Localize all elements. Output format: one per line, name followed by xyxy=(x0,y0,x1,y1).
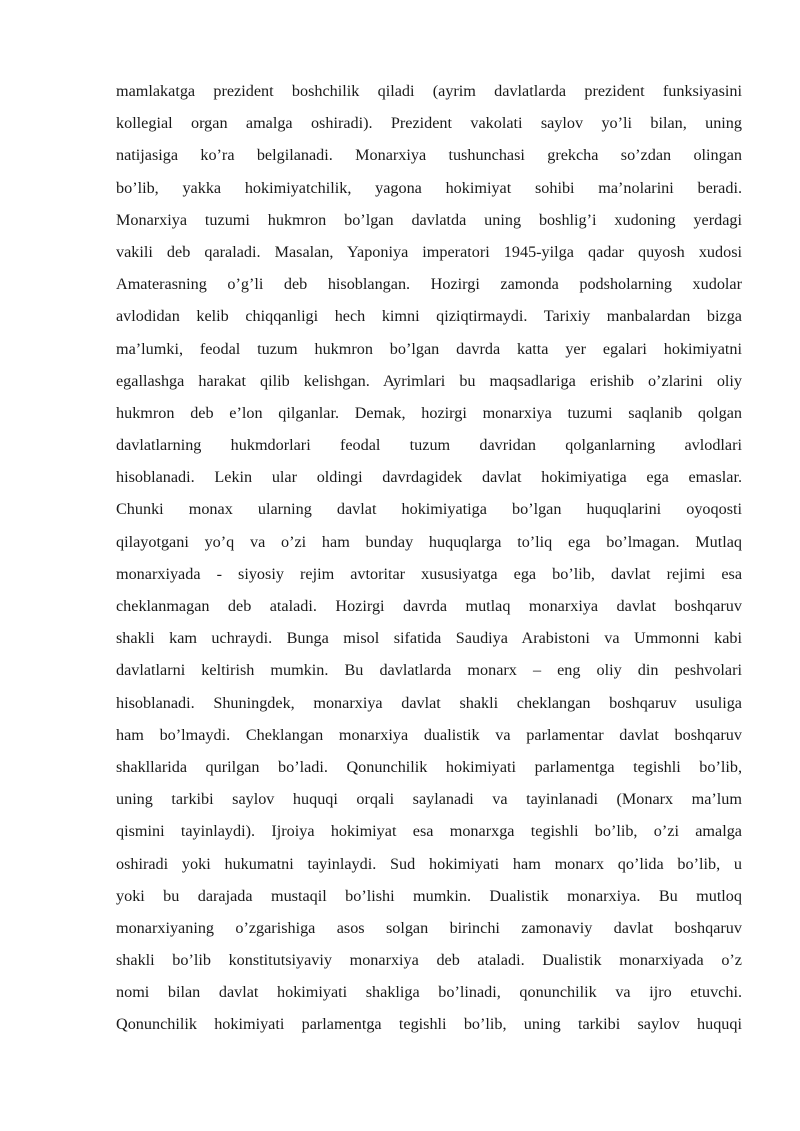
text-line: natijasiga ko’ra belgilanadi. Monarxiya tushunchasi grekcha so’zdan olingan xyxy=(116,146,742,165)
text-line: avlodidan kelib chiqqanligi hech kimni qiziqtirmaydi. Tarixiy manbalardan bizga xyxy=(116,307,742,326)
text-line: qilayotgani yo’q va o’zi ham bunday huquqlarga to’liq ega bo’lmagan. Mutlaq xyxy=(116,532,742,551)
text-line: vakili deb qaraladi. Masalan, Yaponiya imperatori 1945-yilga qadar quyosh xudosi xyxy=(116,242,742,261)
text-line: hukmron deb e’lon qilganlar. Demak, hozirgi monarxiya tuzumi saqlanib qolgan xyxy=(116,403,742,422)
text-line: egallashga harakat qilib kelishgan. Ayrimlari bu maqsadlariga erishib o’zlarini oliy xyxy=(116,371,742,390)
document-body xyxy=(116,75,742,1041)
text-line: shakli bo’lib konstitutsiyaviy monarxiya deb ataladi. Dualistik monarxiyada o’z xyxy=(116,951,742,970)
text-line: kollegial organ amalga oshiradi). Prezident vakolati saylov yo’li bilan, uning xyxy=(116,114,742,133)
text-line: shakllarida qurilgan bo’ladi. Qonunchilik hokimiyati parlamentga tegishli bo’lib, xyxy=(116,757,742,776)
text-line: davlatlarni keltirish mumkin. Bu davlatlarda monarx – eng oliy din peshvolari xyxy=(116,661,742,680)
text-line: Chunki monax ularning davlat hokimiyatiga bo’lgan huquqlarini oyoqosti xyxy=(116,500,742,519)
text-line: shakli kam uchraydi. Bunga misol sifatida Saudiya Arabistoni va Ummonni kabi xyxy=(116,629,742,648)
text-line: yoki bu darajada mustaqil bo’lishi mumkin. Dualistik monarxiya. Bu mutloq xyxy=(116,886,742,905)
text-line: Qonunchilik hokimiyati parlamentga tegishli bo’lib, uning tarkibi saylov huquqi xyxy=(116,1015,742,1034)
text-line: davlatlarning hukmdorlari feodal tuzum davridan qolganlarning avlodlari xyxy=(116,436,742,455)
text-line: bo’lib, yakka hokimiyatchilik, yagona hokimiyat sohibi ma’nolarini beradi. xyxy=(116,178,742,197)
text-line: hisoblanadi. Lekin ular oldingi davrdagidek davlat hokimiyatiga ega emaslar. xyxy=(116,468,742,487)
text-line: ma’lumki, feodal tuzum hukmron bo’lgan davrda katta yer egalari hokimiyatni xyxy=(116,339,742,358)
text-line: ham bo’lmaydi. Cheklangan monarxiya dualistik va parlamentar davlat boshqaruv xyxy=(116,725,742,744)
text-line: Monarxiya tuzumi hukmron bo’lgan davlatda uning boshlig’i xudoning yerdagi xyxy=(116,210,742,229)
text-line: uning tarkibi saylov huquqi orqali saylanadi va tayinlanadi (Monarx ma’lum xyxy=(116,790,742,809)
text-line: oshiradi yoki hukumatni tayinlaydi. Sud hokimiyati ham monarx qo’lida bo’lib, u xyxy=(116,854,742,873)
text-line: monarxiyada - siyosiy rejim avtoritar xususiyatga ega bo’lib, davlat rejimi esa xyxy=(116,564,742,583)
text-line: cheklanmagan deb ataladi. Hozirgi davrda mutlaq monarxiya davlat boshqaruv xyxy=(116,597,742,615)
text-line: qismini tayinlaydi). Ijroiya hokimiyat esa monarxga tegishli bo’lib, o’zi amalga xyxy=(116,822,742,841)
text-line: hisoblanadi. Shuningdek, monarxiya davlat shakli cheklangan boshqaruv usuliga xyxy=(116,693,742,712)
text-line: monarxiyaning o’zgarishiga asos solgan birinchi zamonaviy davlat boshqaruv xyxy=(116,918,742,937)
text-line: nomi bilan davlat hokimiyati shakliga bo’linadi, qonunchilik va ijro etuvchi. xyxy=(116,983,742,1002)
text-line: mamlakatga prezident boshchilik qiladi (ayrim davlatlarda prezident funksiyasini xyxy=(116,82,742,100)
text-line: Amaterasning o’g’li deb hisoblangan. Hozirgi zamonda podsholarning xudolar xyxy=(116,275,742,294)
